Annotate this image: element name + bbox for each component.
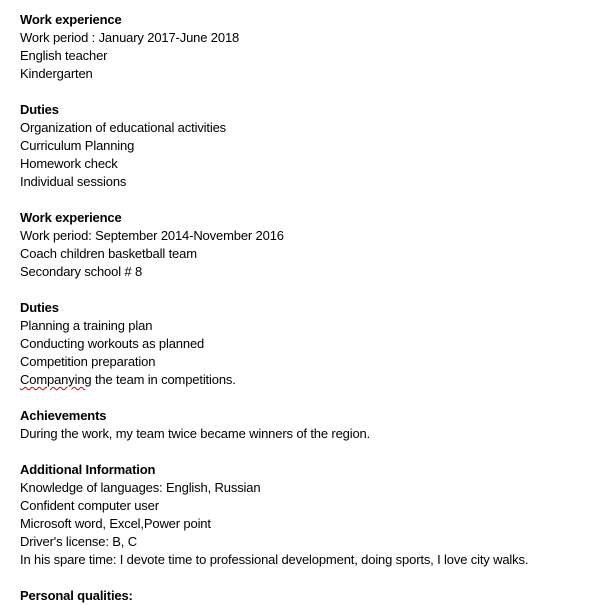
text-line: Work period : January 2017-June 2018: [20, 30, 240, 45]
text-line: English teacher: [20, 48, 108, 63]
text-line: Kindergarten: [20, 66, 93, 81]
section-work-experience-2: [20, 209, 610, 281]
section-heading: Duties: [20, 300, 59, 315]
section-heading: Work experience: [20, 210, 122, 225]
blank-line: [20, 569, 610, 587]
text-line: Secondary school # 8: [20, 264, 143, 279]
section-personal-qualities: [20, 587, 610, 605]
section-additional-information: [20, 461, 610, 569]
text-line: In his spare time: I devote time to professional development, doing sports, I love city walks.: [20, 552, 529, 567]
text-line: Microsoft word, Excel,Power point: [20, 516, 211, 531]
section-work-experience-1: [20, 11, 610, 83]
text-line-rest: the team in competitions.: [91, 372, 236, 387]
text-line: Individual sessions: [20, 174, 127, 189]
section-duties-1: [20, 101, 610, 191]
blank-line: [20, 191, 610, 209]
section-heading: Personal qualities:: [20, 588, 133, 603]
text-line: Work period: September 2014-November 2016: [20, 228, 284, 243]
section-heading: Duties: [20, 102, 59, 117]
text-line: Conducting workouts as planned: [20, 336, 205, 351]
blank-line: [20, 443, 610, 461]
section-heading: Achievements: [20, 408, 107, 423]
document-page: [20, 11, 610, 605]
text-line: [20, 371, 610, 389]
blank-line: [20, 281, 610, 299]
text-line: Competition preparation: [20, 354, 156, 369]
section-heading: Additional Information: [20, 462, 156, 477]
section-achievements: [20, 407, 610, 443]
blank-line: [20, 389, 610, 407]
spellcheck-misspelled-word[interactable]: Companying: [20, 372, 92, 387]
section-duties-2: [20, 299, 610, 389]
section-heading: Work experience: [20, 12, 122, 27]
text-line: Planning a training plan: [20, 318, 153, 333]
text-line: During the work, my team twice became winners of the region.: [20, 426, 371, 441]
text-line: Organization of educational activities: [20, 120, 227, 135]
text-line: Curriculum Planning: [20, 138, 135, 153]
text-line: Knowledge of languages: English, Russian: [20, 480, 261, 495]
text-line: Driver's license: B, C: [20, 534, 137, 549]
text-line: Confident computer user: [20, 498, 159, 513]
blank-line: [20, 83, 610, 101]
text-line: Coach children basketball team: [20, 246, 197, 261]
text-line: Homework check: [20, 156, 118, 171]
